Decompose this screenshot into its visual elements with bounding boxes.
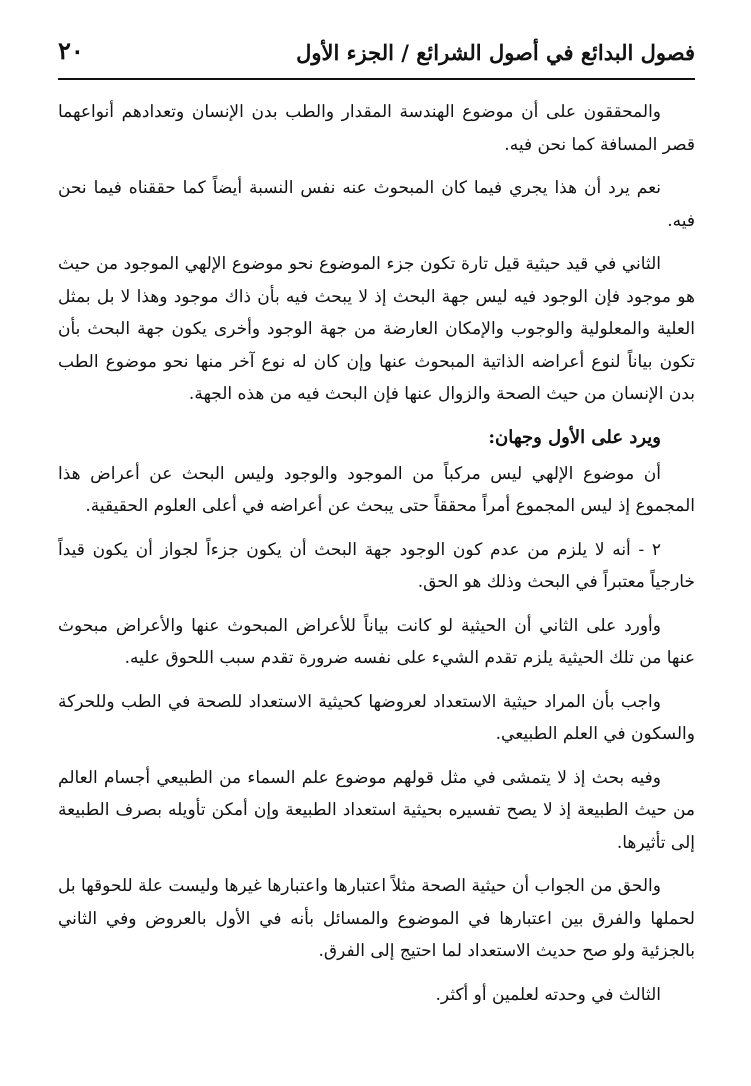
paragraph-6: ٢ - أنه لا يلزم من عدم كون الوجود جهة البحث أن يكون جزءاً لجواز أن يكون قيداً خارجياً معتبراً في البحث وذلك هو الحق. — [58, 539, 695, 592]
page-number: ٢٠ — [58, 36, 84, 65]
page-header — [58, 34, 695, 80]
running-title: فصول البدائع في أصول الشرائع / الجزء الأول — [296, 40, 695, 65]
paragraph-9: وفيه بحث إذ لا يتمشى في مثل قولهم موضوع علم السماء من الطبيعي أجسام العالم من حيث الطبيعة إذ لا يصح تفسيره بحيثية استعداد الطبيعة وإن أمكن تأويله بصرف الطبيعة إلى تأثيرها. — [58, 767, 695, 853]
paragraph-10: والحق من الجواب أن حيثية الصحة مثلاً اعتبارها واعتبارها غيرها وليست علة للحوقها بل لحملها والفرق بين اعتبارها في الموضوع والمسائل بأنه في الأول بالعروض وفي الثاني بالجزئية ولو صح حديث الاستعداد لما احتيج إلى الفرق. — [58, 876, 695, 961]
paragraph-5: أن موضوع الإلهي ليس مركباً من الموجود والوجود وليس البحث عن أعراض هذا المجموع إذ ليس المجموع أمراً محققاً حتى يبحث عن أعراضه في أعلى العلوم الحقيقية. — [58, 463, 695, 516]
paragraph-2: نعم يرد أن هذا يجري فيما كان المبحوث عنه نفس النسبة أيضاً كما حققناه فيما نحن فيه. — [58, 178, 695, 231]
paragraph-8: واجب بأن المراد حيثية الاستعداد لعروضها كحيثية الاستعداد للصحة في الطب وللحركة والسكون في العلم الطبيعي. — [58, 691, 695, 744]
paragraph-11: الثالث في وحدته لعلمين أو أكثر. — [435, 984, 661, 1005]
paragraph-1: والمحققون على أن موضوع الهندسة المقدار والطب بدن الإنسان وتعدادهم أنواعهما قصر المسافة كما نحن فيه. — [58, 102, 695, 155]
paragraph-3: الثاني في قيد حيثية قيل تارة تكون جزء الموضوع نحو موضوع الإلهي الموجود من حيث هو موجود فإن الوجود فيه ليس جهة البحث إذ لا يبحث فيه بأن ذاك موجود وهذا لا بل بمثل العلية والمعلولية والوجوب والإمكان العارضة من جهة الوجود وأخرى يكون جهة البحث بأن تكون بياناً لنوع أعراضه الذاتية المبحوث عنها وإن كان له نوع آخر منها نحو موضوع الطب بدن الإنسان من حيث الصحة والزوال عنها فإن البحث فيه من هذه الجهة. — [58, 254, 695, 404]
section-heading: ويرد على الأول وجهان: — [488, 426, 661, 448]
book-page — [58, 34, 695, 1022]
paragraph-7: وأورد على الثاني أن الحيثية لو كانت بياناً للأعراض المبحوث عنها والأعراض مبحوث عنها من تلك الحيثية يلزم تقدم الشيء على نفسه ضرورة تقدم سبب اللحوق عليه. — [58, 615, 695, 668]
page-body — [58, 96, 695, 1011]
